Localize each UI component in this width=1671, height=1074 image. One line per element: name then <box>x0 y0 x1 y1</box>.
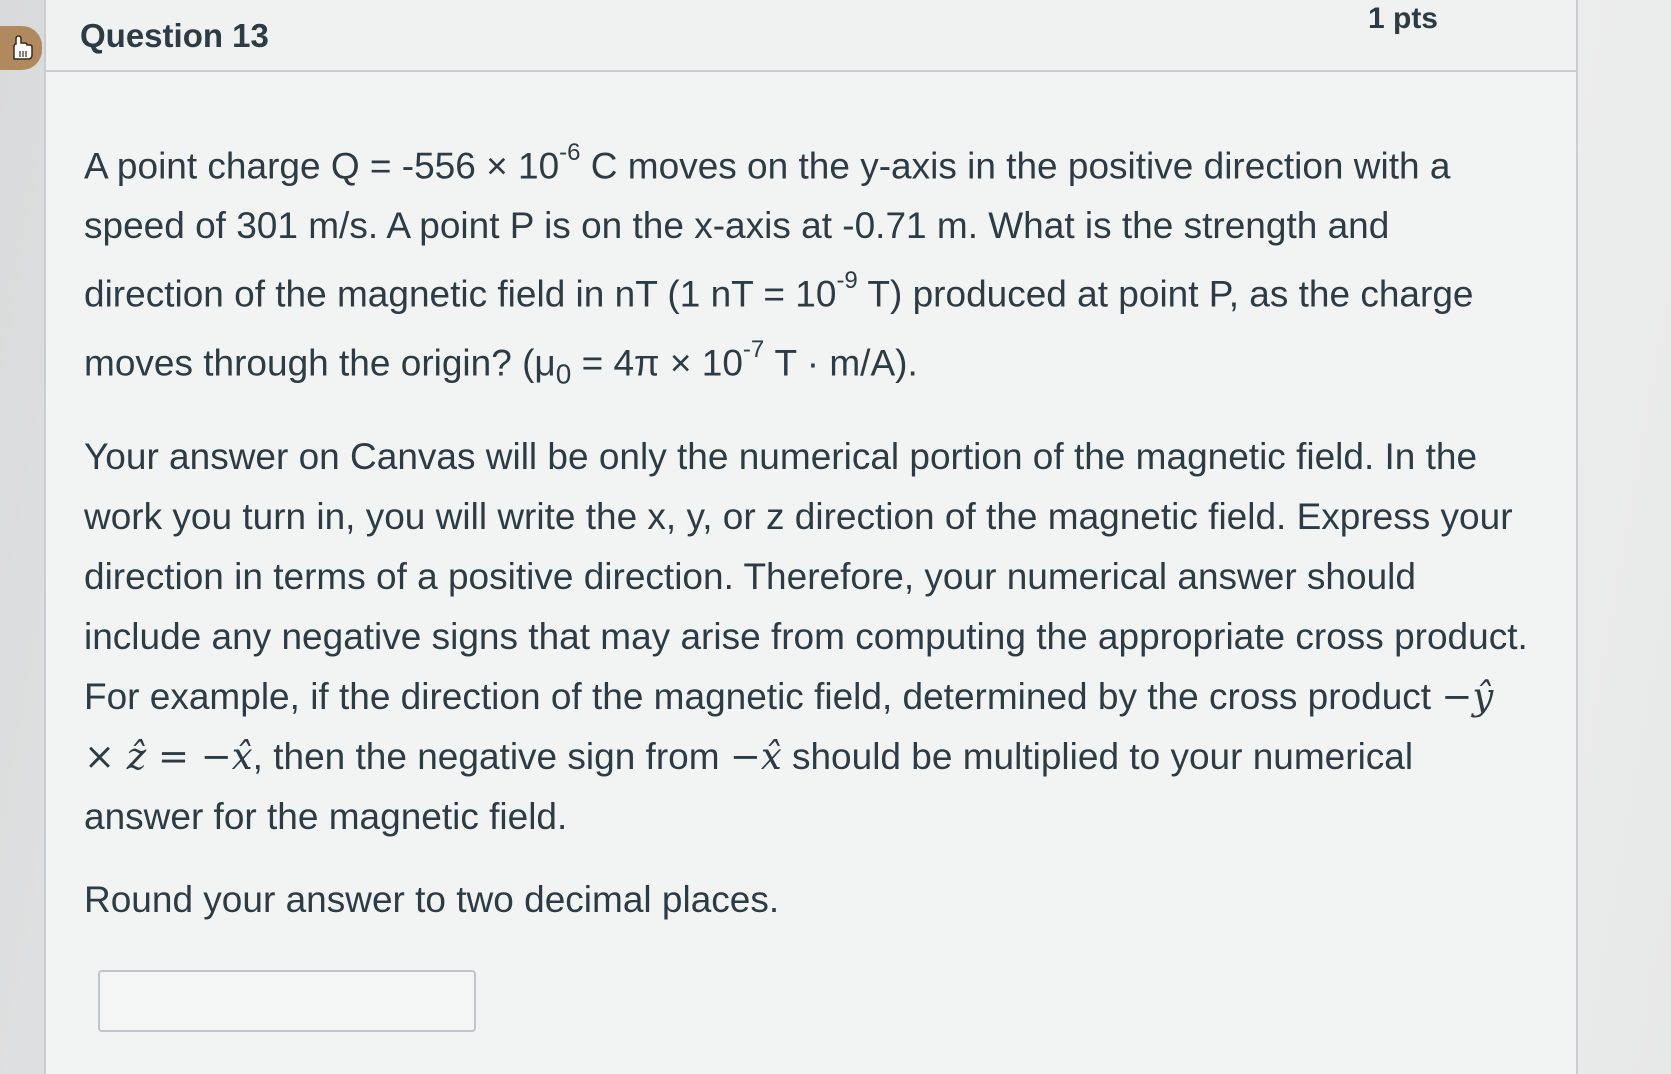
q-text-2c: should be multiplied to your numerical answer for the magnetic field. <box>84 736 1414 838</box>
question-header <box>46 0 1576 72</box>
cross-product-equation: −ŷ × ẑ = −x̂ <box>84 675 1494 779</box>
question-card <box>44 0 1578 1074</box>
q-exp-2: -9 <box>836 267 858 295</box>
question-paragraph-3: Round your answer to two decimal places. <box>84 879 780 921</box>
q-text-1a: A point charge Q = -556 × 10 <box>84 145 560 187</box>
negative-x-hat: −x̂ <box>729 735 782 779</box>
question-text <box>84 128 1534 953</box>
q-text-1c: T) produced at point P, as the charge moves through the origin? (μ <box>84 273 1474 383</box>
q-exp-3: -7 <box>742 335 765 363</box>
q-text-1d: = 4π × 10 <box>571 341 743 383</box>
answer-input[interactable] <box>98 970 476 1032</box>
q-text-1e: T · m/A). <box>764 341 918 383</box>
question-title: Question 13 <box>80 17 269 54</box>
flag-question-button[interactable] <box>0 26 42 70</box>
q-text-2b: , then the negative sign from <box>252 736 730 778</box>
q-exp-1: -6 <box>559 139 581 166</box>
question-paragraph-1 <box>84 128 1534 404</box>
points-label: 1 pts <box>1367 2 1438 35</box>
q-text-1b: C moves on the y-axis in the positive direction with a speed of 301 m/s. A point P is on the x-axis at -0.71 m. What is the strength and direction of the magnetic field in nT (1 nT = 10 <box>84 145 1451 315</box>
q-sub-1: 0 <box>555 358 572 390</box>
q-text-2a: Your answer on Canvas will be only the numerical portion of the magnetic field. In the work you turn in, you will write the x, y, or z direction of the magnetic field. Express your direction in terms of a positive direction. Therefore, your numerical answer should include any negative signs that may arise from computing the appropriate cross product. For example, if the direction of the magnetic field, determined by the cross product <box>84 436 1528 718</box>
question-paragraph-2 <box>84 427 1534 847</box>
bookmark-hand-icon <box>6 33 36 63</box>
